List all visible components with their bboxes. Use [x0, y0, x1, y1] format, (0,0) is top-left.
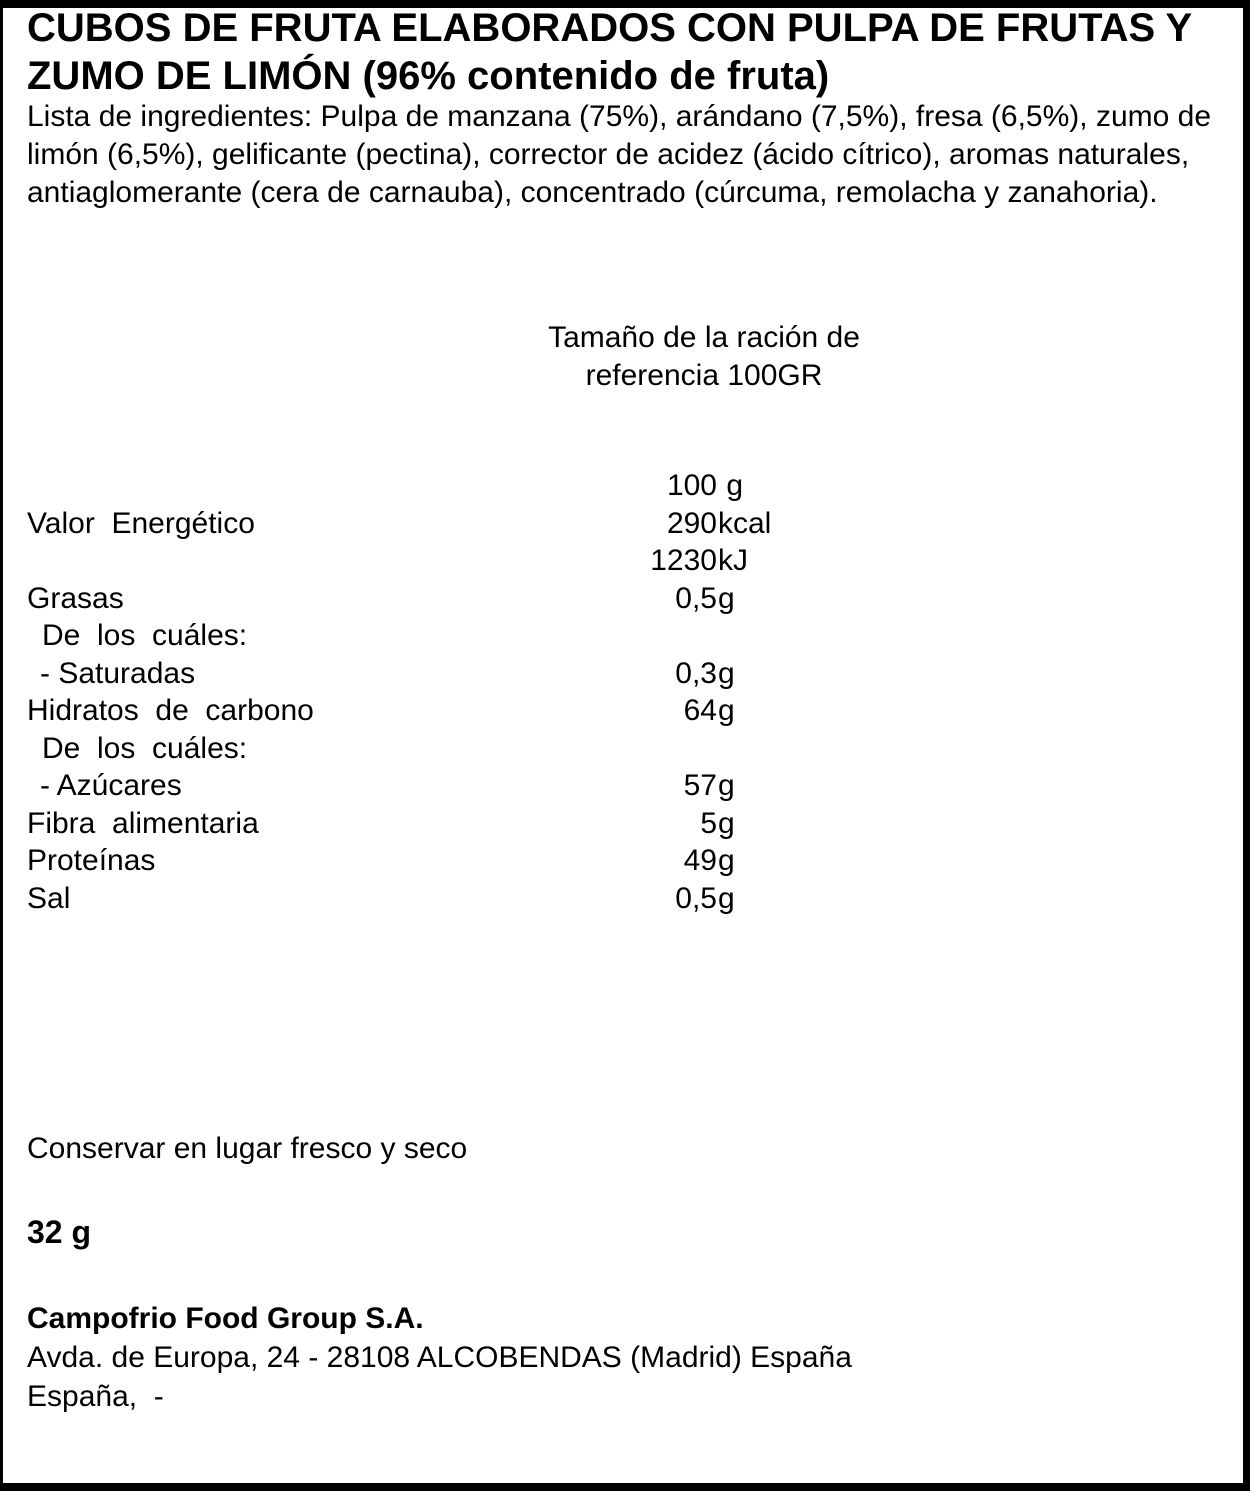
ingredients-text: Lista de ingredientes: Pulpa de manzana (75%), arándano (7,5%), fresa (6,5%), zumo de limón (6,5%), gelificante (pectina), corrector de acidez (ácido cítrico), aromas naturales, antiaglomerante (cera de carnauba), concentrado (cúrcuma, remolacha y zanahoria).: [27, 100, 1220, 209]
product-title-line-2: ZUMO DE LIMÓN (96% contenido de fruta): [27, 54, 830, 98]
nutrient-value: 5: [700, 806, 717, 840]
nutrient-unit: kJ: [718, 544, 748, 577]
serving-size-line-2: referencia 100GR: [585, 358, 823, 392]
storage-instructions: Conservar en lugar fresco y seco: [27, 1132, 468, 1165]
nutrition-row: [3, 542, 1243, 580]
nutrient-value: 64: [683, 694, 717, 727]
nutrient-value: 49: [683, 844, 717, 877]
product-title-line-1: CUBOS DE FRUTA ELABORADOS CON PULPA DE FRUTAS Y: [27, 6, 1193, 50]
nutrient-value: 1230: [650, 544, 717, 577]
nutrient-unit: g: [718, 769, 735, 802]
nutrient-unit: g: [718, 881, 735, 915]
nutrient-value: 0,5: [675, 581, 717, 615]
nutrient-name: - Azúcares: [40, 769, 182, 802]
nutrient-value: 100: [666, 469, 717, 502]
serving-size-header: [404, 319, 1004, 394]
nutrient-name: Hidratos de carbono: [27, 694, 314, 727]
serving-size-line-1: Tamaño de la ración de: [548, 321, 860, 354]
nutrient-name: Sal: [27, 881, 71, 915]
nutrient-value: 57: [683, 769, 717, 802]
nutrient-unit: g: [718, 844, 735, 877]
nutrition-row: [3, 692, 1243, 730]
label-content: [3, 8, 1243, 1483]
nutrient-unit: kcal: [718, 506, 772, 540]
nutrient-name: De los cuáles:: [42, 731, 248, 765]
nutrient-name: Proteínas: [27, 844, 156, 877]
nutrient-name: Grasas: [27, 581, 124, 615]
nutrient-value: 290: [666, 506, 717, 540]
nutrient-unit: g: [718, 469, 744, 502]
nutrient-name: Valor Energético: [27, 506, 255, 540]
nutrition-row: [3, 580, 1243, 618]
nutrient-name: Fibra alimentaria: [27, 806, 259, 840]
nutrient-name: De los cuáles:: [42, 619, 248, 652]
nutrient-unit: g: [718, 806, 735, 840]
nutrition-row: [3, 730, 1243, 768]
nutrition-row: [3, 880, 1243, 918]
nutrient-value: 0,5: [675, 881, 717, 915]
nutrition-row: [3, 655, 1243, 693]
nutrient-name: - Saturadas: [40, 656, 196, 690]
manufacturer-address: Avda. de Europa, 24 - 28108 ALCOBENDAS (Madrid) España: [27, 1341, 852, 1374]
nutrition-table: [3, 467, 1243, 917]
nutrient-unit: g: [718, 694, 735, 727]
nutrition-row: [3, 805, 1243, 843]
net-weight: 32 g: [27, 1214, 92, 1250]
manufacturer-name: Campofrio Food Group S.A.: [27, 1302, 424, 1335]
product-title: [27, 4, 1192, 100]
manufacturer-country: España, -: [27, 1380, 164, 1413]
manufacturer-block: [27, 1299, 1217, 1416]
nutrition-row: [3, 467, 1243, 505]
nutrient-unit: g: [718, 656, 735, 690]
nutrition-row: [3, 617, 1243, 655]
nutrition-row: [3, 505, 1243, 543]
nutrition-row: [3, 767, 1243, 805]
nutrient-unit: g: [718, 581, 735, 615]
nutrition-row: [3, 842, 1243, 880]
nutrient-value: 0,3: [675, 656, 717, 690]
